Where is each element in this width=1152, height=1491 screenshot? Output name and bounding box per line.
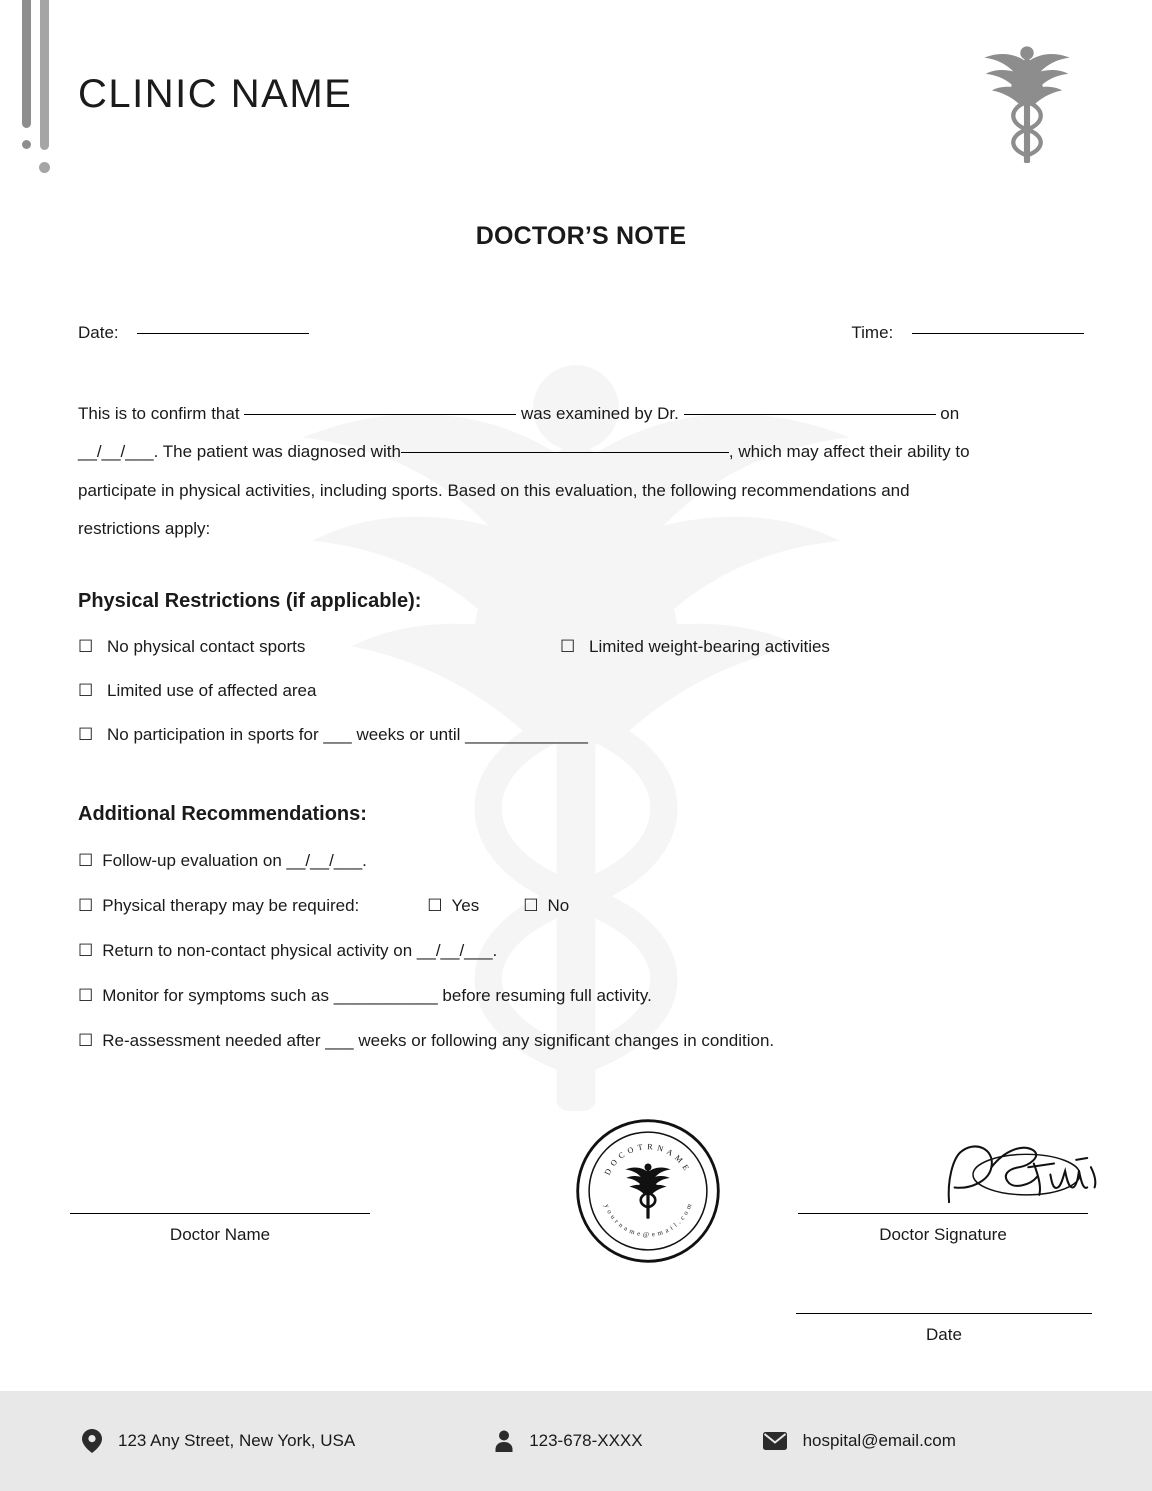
date-time-row [78,323,1084,343]
clinic-name: CLINIC NAME [78,72,353,116]
recommendation-label-4: Monitor for symptoms such as ___________ before resuming full activity. [102,986,652,1005]
footer-address [82,1429,355,1453]
signature-date-label: Date [926,1325,962,1344]
restriction-item-1[interactable] [78,637,560,657]
recommendations-heading: Additional Recommendations: [78,803,367,825]
time-label: Time: [851,323,894,342]
paragraph-line4: restrictions apply: [78,518,211,538]
recommendation-label-5: Re-assessment needed after ___ weeks or following any significant changes in condition. [102,1031,775,1050]
recommendation-label-1: Follow-up evaluation on __/__/___. [102,851,367,870]
checkbox-therapy-no[interactable]: ☐ [523,896,539,915]
paragraph-line1-c: on [940,404,960,423]
therapy-yes-label: Yes [451,896,480,915]
doctor-stamp [572,1115,724,1267]
paragraph-line3: participate in physical activities, including sports. Based on this evaluation, the following recommendations and [78,480,910,500]
page-footer [0,1391,1152,1491]
time-input[interactable] [912,333,1084,334]
recommendations-list [78,851,1084,1051]
footer-phone [495,1430,642,1452]
restriction-row-1 [78,637,1084,657]
restriction-label-3: Limited use of affected area [106,681,317,700]
page-title: DOCTOR’S NOTE [475,222,687,250]
checkbox-return-non-contact[interactable]: ☐ [78,941,94,960]
paragraph-line1-b: was examined by Dr. [521,404,679,423]
checkbox-therapy-yes[interactable]: ☐ [427,896,443,915]
checkbox-no-participation-sports[interactable]: ☐ [78,725,94,744]
restriction-item-3[interactable] [78,681,316,701]
restriction-row-2 [78,681,1084,701]
paragraph-line1-a: This is to confirm that [78,404,240,423]
doctor-name-label: Doctor Name [169,1225,271,1244]
restriction-item-4[interactable] [78,725,588,745]
recommendation-row-1[interactable] [78,851,1084,871]
checkbox-monitor-symptoms[interactable]: ☐ [78,986,94,1005]
person-icon [495,1430,513,1452]
svg-text:y o u r n a m e @ e m a i l .: y o u r n a m e @ e m a i l . c o m [602,1202,694,1239]
recommendation-row-4[interactable] [78,986,1084,1006]
restrictions-list [78,637,1084,745]
checkbox-reassessment[interactable]: ☐ [78,1031,94,1050]
doctor-name-signature-line[interactable] [70,1213,370,1214]
document-body [0,222,1152,1363]
restriction-label-1: No physical contact sports [106,637,306,656]
patient-name-input[interactable] [244,414,516,415]
restrictions-heading: Physical Restrictions (if applicable): [78,590,422,612]
checkbox-physical-therapy[interactable]: ☐ [78,896,94,915]
svg-text:D O C O T R N A M E: D O C O T R N A M E [602,1142,692,1177]
paragraph-line2-b: , which may affect their ability to [728,442,970,462]
footer-phone-text: 123-678-XXXX [529,1431,643,1450]
therapy-no-label: No [547,896,570,915]
confirmation-paragraph [78,395,1084,548]
date-signature-line[interactable] [796,1313,1092,1314]
doctor-signature-mark [938,1133,1108,1213]
recommendation-row-3[interactable] [78,941,1084,961]
checkbox-no-contact-sports[interactable]: ☐ [78,637,94,656]
caduceus-icon [972,40,1082,170]
date-label: Date: [78,323,119,342]
doctor-signature-label: Doctor Signature [879,1225,1007,1244]
diagnosis-input[interactable] [401,452,729,453]
restriction-row-3 [78,725,1084,745]
time-field-group [851,323,1084,343]
checkbox-follow-up-evaluation[interactable]: ☐ [78,851,94,870]
date-input[interactable] [137,333,309,334]
restriction-item-2[interactable] [560,637,830,657]
footer-address-text: 123 Any Street, New York, USA [118,1431,356,1450]
checkbox-limited-use-affected-area[interactable]: ☐ [78,681,94,700]
doctor-name-input[interactable] [684,414,936,415]
recommendation-label-3: Return to non-contact physical activity on __/__/___. [102,941,498,960]
restriction-label-2: Limited weight-bearing activities [588,637,830,656]
footer-email [763,1431,956,1451]
footer-email-text: hospital@email.com [802,1431,956,1450]
restriction-label-4: No participation in sports for ___ weeks or until _____________ [106,725,589,744]
date-field-group [78,323,309,343]
paragraph-line2-a: __/__/___. The patient was diagnosed with [78,442,401,462]
recommendation-label-2: Physical therapy may be required: [102,896,360,915]
envelope-icon [763,1432,787,1450]
recommendation-row-5[interactable] [78,1031,1084,1051]
doctor-signature-line[interactable] [798,1213,1088,1214]
recommendation-row-2[interactable] [78,896,1084,916]
location-pin-icon [82,1429,102,1453]
signature-area [78,1113,1084,1363]
checkbox-limited-weight-bearing[interactable]: ☐ [560,637,576,656]
page-header [0,0,1152,170]
